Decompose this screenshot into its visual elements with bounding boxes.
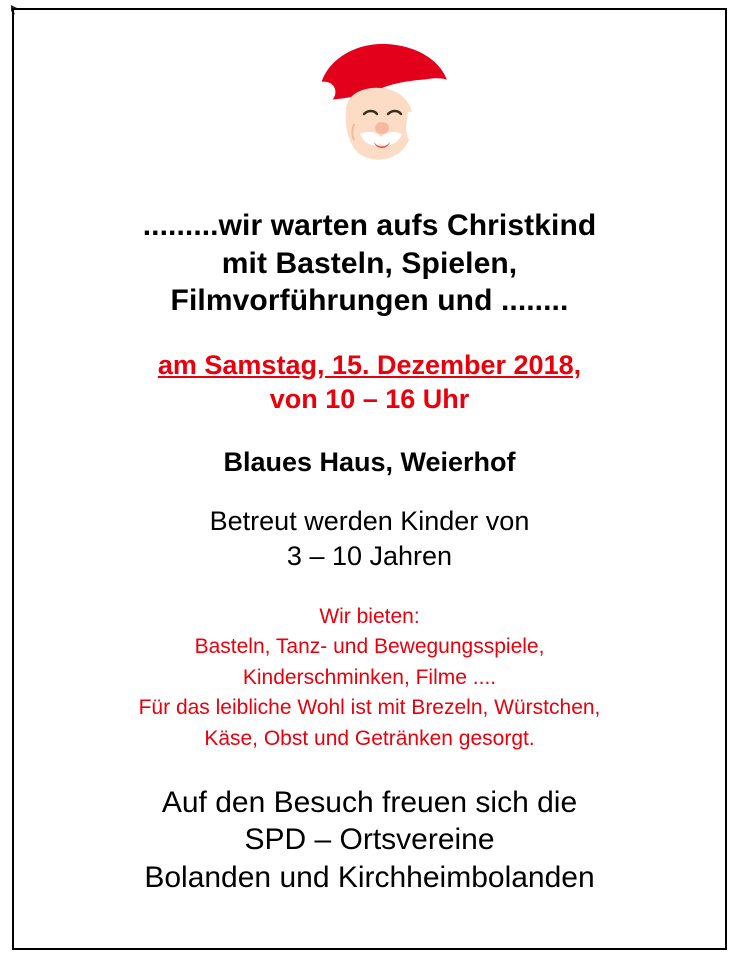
offer-line-1: Wir bieten:	[319, 604, 420, 628]
closing-line-1: Auf den Besuch freuen sich die	[161, 785, 578, 819]
headline-line-2: mit Basteln, Spielen,	[221, 246, 518, 280]
headline	[143, 207, 597, 320]
event-venue: Blaues Haus, Weierhof	[223, 446, 516, 477]
event-date: am Samstag, 15. Dezember 2018,	[157, 349, 582, 380]
age-range-line-2: 3 – 10 Jahren	[286, 540, 453, 571]
age-range-line-1: Betreut werden Kinder von	[209, 505, 530, 536]
offer-line-4: Für das leibliche Wohl ist mit Brezeln, Würstchen,	[138, 696, 601, 720]
organizer-locations: Bolanden und Kirchheimbolanden	[144, 860, 595, 894]
offer-line-3: Kinderschminken, Filme ....	[242, 665, 497, 689]
headline-line-1: .........wir warten aufs Christkind	[142, 209, 597, 242]
organizer-block	[144, 784, 594, 897]
santa-claus-icon	[282, 38, 472, 193]
poster-border-frame	[12, 8, 727, 950]
event-date-block	[158, 348, 581, 417]
offer-list	[139, 602, 601, 754]
headline-line-3: Filmvorführungen und ........	[170, 284, 569, 317]
age-range-note	[210, 504, 530, 574]
event-time: von 10 – 16 Uhr	[269, 384, 470, 415]
offer-line-2: Basteln, Tanz- und Bewegungsspiele,	[194, 635, 545, 659]
offer-line-5: Käse, Obst und Getränken gesorgt.	[204, 726, 535, 750]
organizer-name: SPD – Ortsvereine	[244, 823, 495, 857]
